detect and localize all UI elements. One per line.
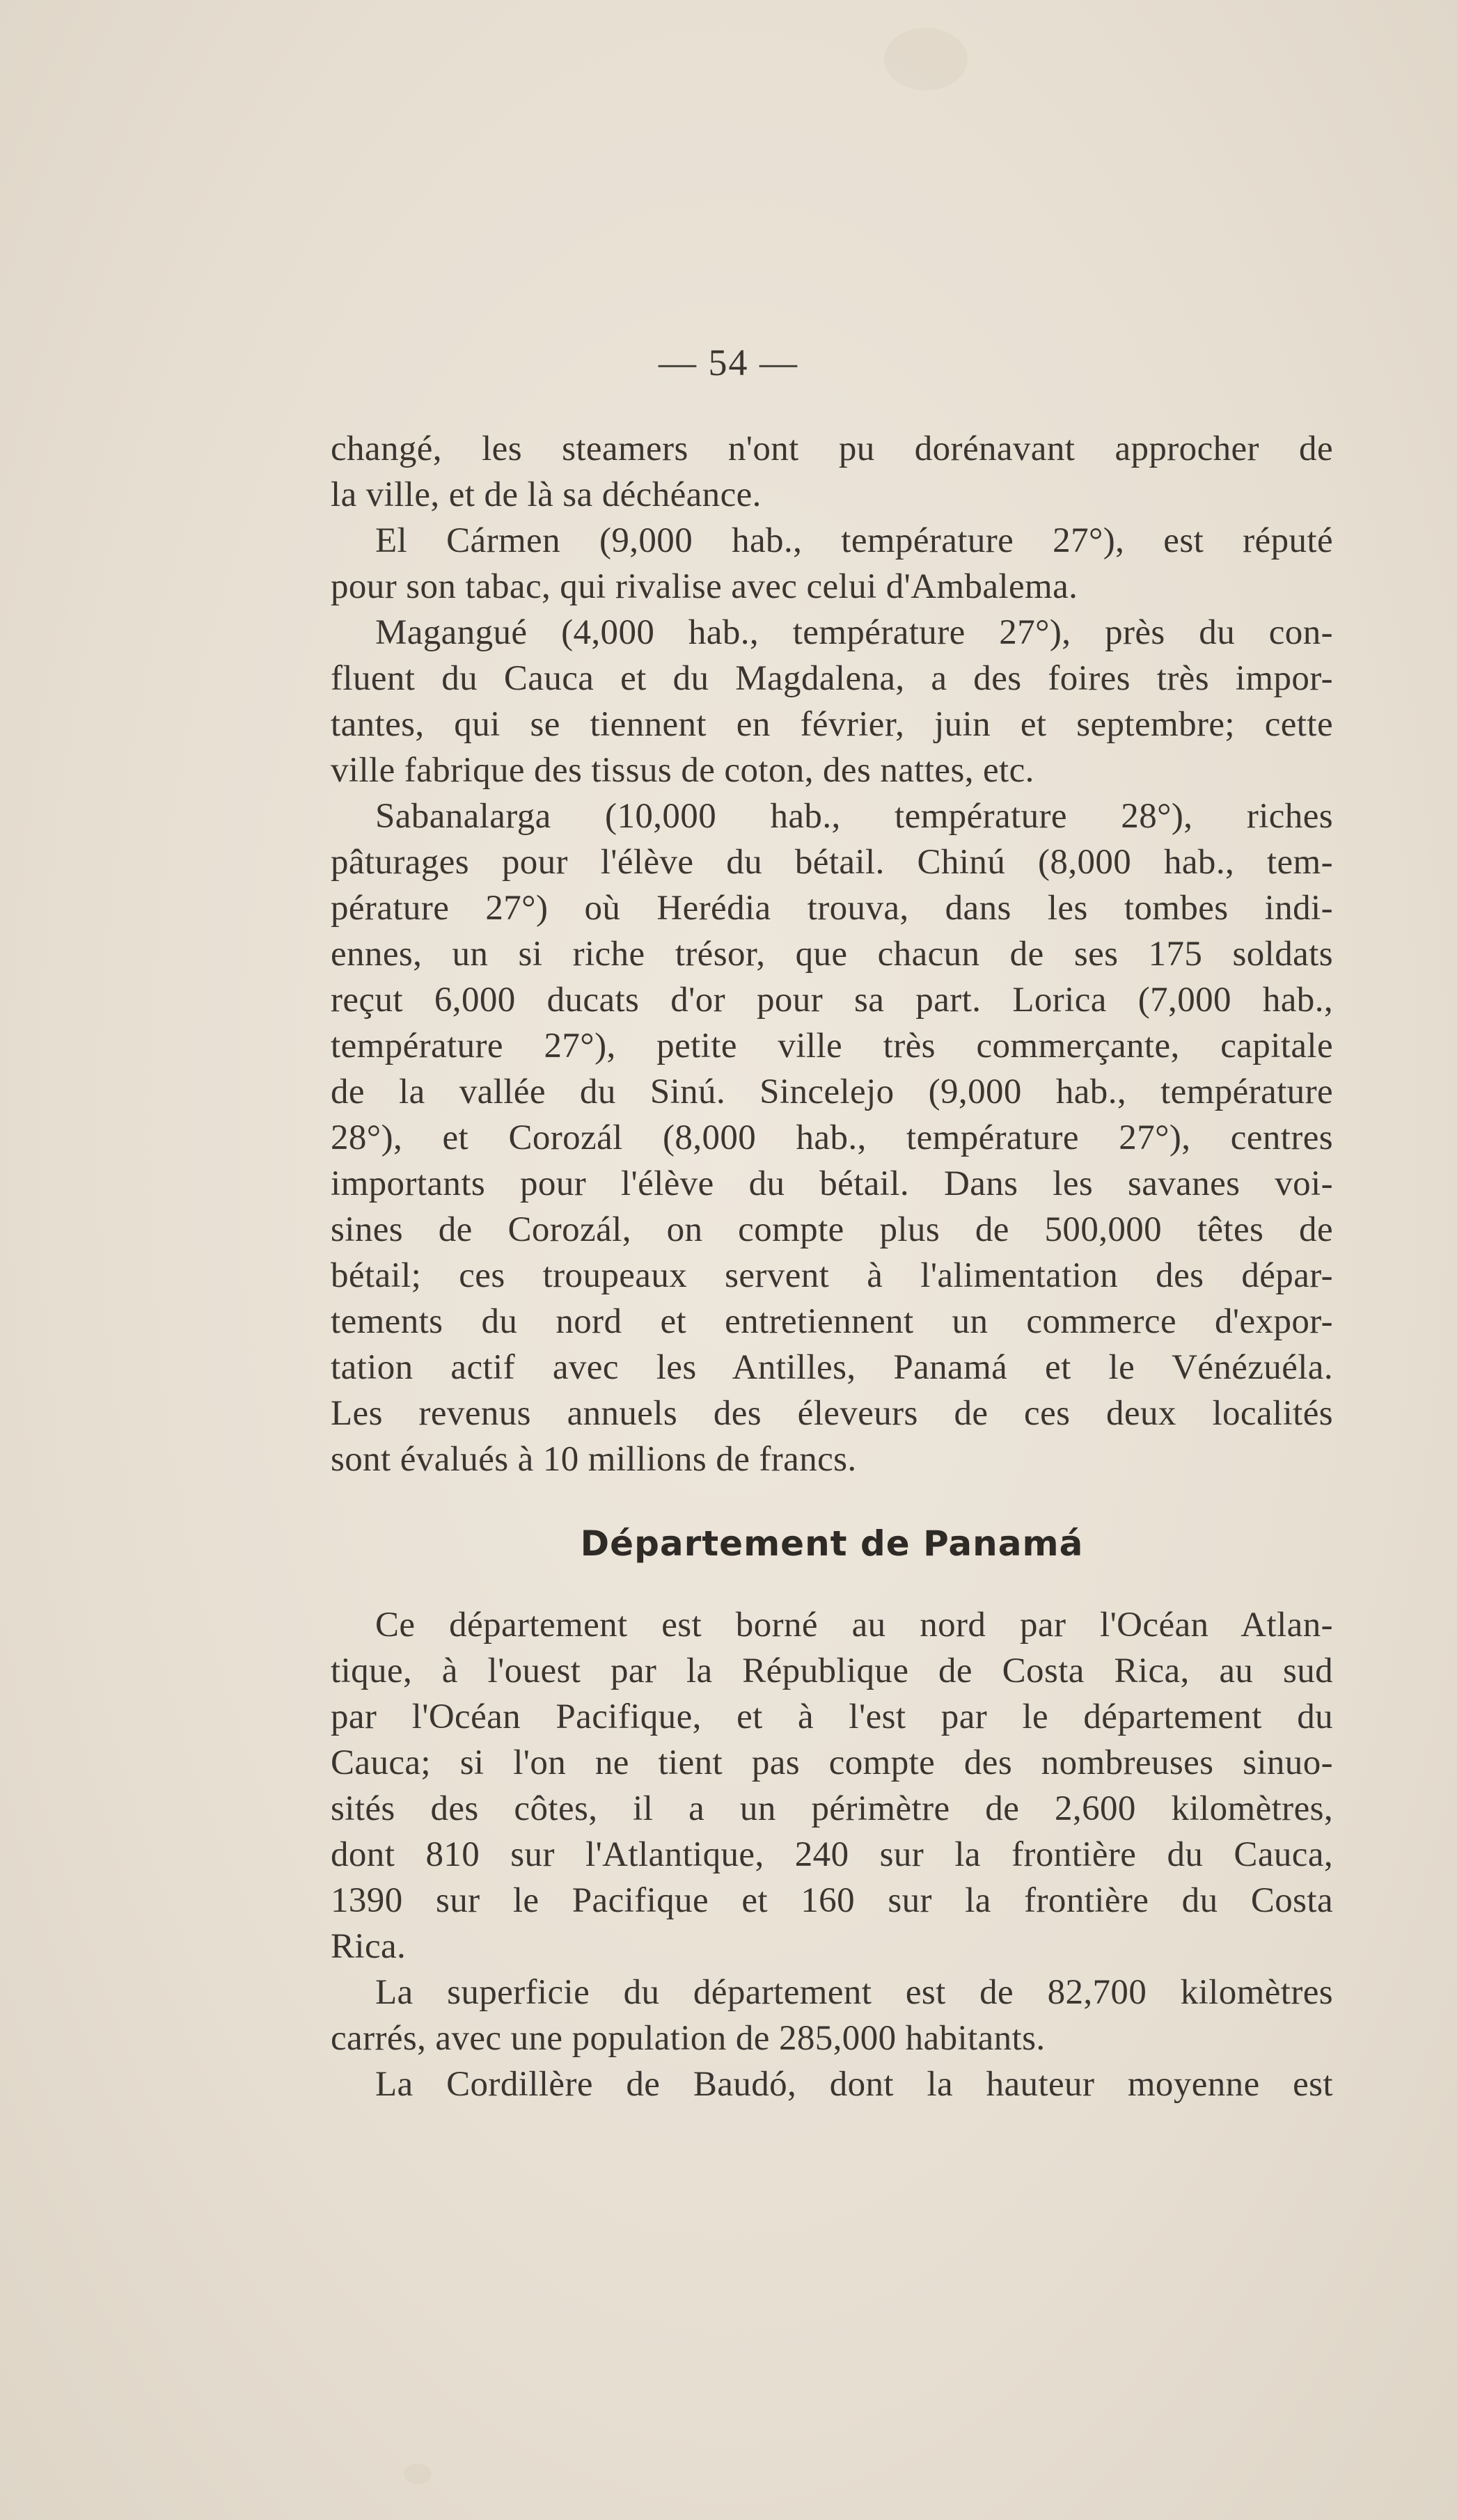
text-line: tements du nord et entretiennent un commerce d'expor- bbox=[331, 1302, 1333, 1341]
text-line: Cauca; si l'on ne tient pas compte des nombreuses sinuo- bbox=[331, 1743, 1333, 1782]
text-line: pérature 27°) où Herédia trouva, dans les tombes indi- bbox=[331, 889, 1333, 928]
text-column bbox=[331, 426, 1333, 2107]
text-line: bétail; ces troupeaux servent à l'alimentation des dépar- bbox=[331, 1256, 1333, 1295]
text-line: ennes, un si riche trésor, que chacun de ses 175 soldats bbox=[331, 935, 1333, 974]
text-line: Sabanalarga (10,000 hab., température 28°), riches bbox=[375, 797, 1333, 836]
text-line: pâturages pour l'élève du bétail. Chinú (8,000 hab., tem- bbox=[331, 843, 1333, 882]
paper-stain bbox=[884, 28, 968, 90]
text-line: importants pour l'élève du bétail. Dans les savanes voi- bbox=[331, 1164, 1333, 1203]
section-heading: Département de Panamá bbox=[580, 1523, 1084, 1564]
text-line: La superficie du département est de 82,700 kilomètres bbox=[375, 1973, 1333, 2012]
text-line: 1390 sur le Pacifique et 160 sur la frontière du Costa bbox=[331, 1881, 1333, 1920]
page-number: — 54 — bbox=[659, 342, 798, 383]
text-line: la ville, et de là sa déchéance. bbox=[331, 475, 762, 514]
text-line: Ce département est borné au nord par l'Océan Atlan- bbox=[375, 1606, 1333, 1645]
text-line: carrés, avec une population de 285,000 habitants. bbox=[331, 2019, 1046, 2058]
text-line: Magangué (4,000 hab., température 27°), près du con- bbox=[375, 613, 1333, 652]
paper-stain bbox=[404, 2464, 432, 2485]
text-line: de la vallée du Sinú. Sincelejo (9,000 hab., température bbox=[331, 1072, 1333, 1111]
text-line: ville fabrique des tissus de coton, des nattes, etc. bbox=[331, 751, 1034, 790]
text-line: fluent du Cauca et du Magdalena, a des foires très impor- bbox=[331, 659, 1333, 698]
text-line: 28°), et Corozál (8,000 hab., température 27°), centres bbox=[331, 1118, 1333, 1157]
text-line: tique, à l'ouest par la République de Costa Rica, au sud bbox=[331, 1651, 1333, 1690]
text-line: sités des côtes, il a un périmètre de 2,600 kilomètres, bbox=[331, 1789, 1333, 1828]
text-line: changé, les steamers n'ont pu dorénavant approcher de bbox=[331, 429, 1333, 468]
text-line: Rica. bbox=[331, 1927, 407, 1966]
text-line: tation actif avec les Antilles, Panamá et le Vénézuéla. bbox=[331, 1348, 1333, 1387]
text-line: sont évalués à 10 millions de francs. bbox=[331, 1440, 857, 1479]
text-line: pour son tabac, qui rivalise avec celui d'Ambalema. bbox=[331, 567, 1078, 606]
text-line: par l'Océan Pacifique, et à l'est par le département du bbox=[331, 1697, 1333, 1736]
text-line: El Cármen (9,000 hab., température 27°), est réputé bbox=[375, 521, 1333, 560]
text-line: Les revenus annuels des éleveurs de ces deux localités bbox=[331, 1394, 1333, 1433]
text-line: tantes, qui se tiennent en février, juin et septembre; cette bbox=[331, 705, 1333, 744]
text-line: dont 810 sur l'Atlantique, 240 sur la frontière du Cauca, bbox=[331, 1835, 1333, 1874]
text-line: reçut 6,000 ducats d'or pour sa part. Lorica (7,000 hab., bbox=[331, 981, 1333, 1020]
text-line: sines de Corozál, on compte plus de 500,000 têtes de bbox=[331, 1210, 1333, 1249]
text-line: La Cordillère de Baudó, dont la hauteur moyenne est bbox=[375, 2065, 1333, 2104]
text-line: température 27°), petite ville très commerçante, capitale bbox=[331, 1027, 1333, 1065]
